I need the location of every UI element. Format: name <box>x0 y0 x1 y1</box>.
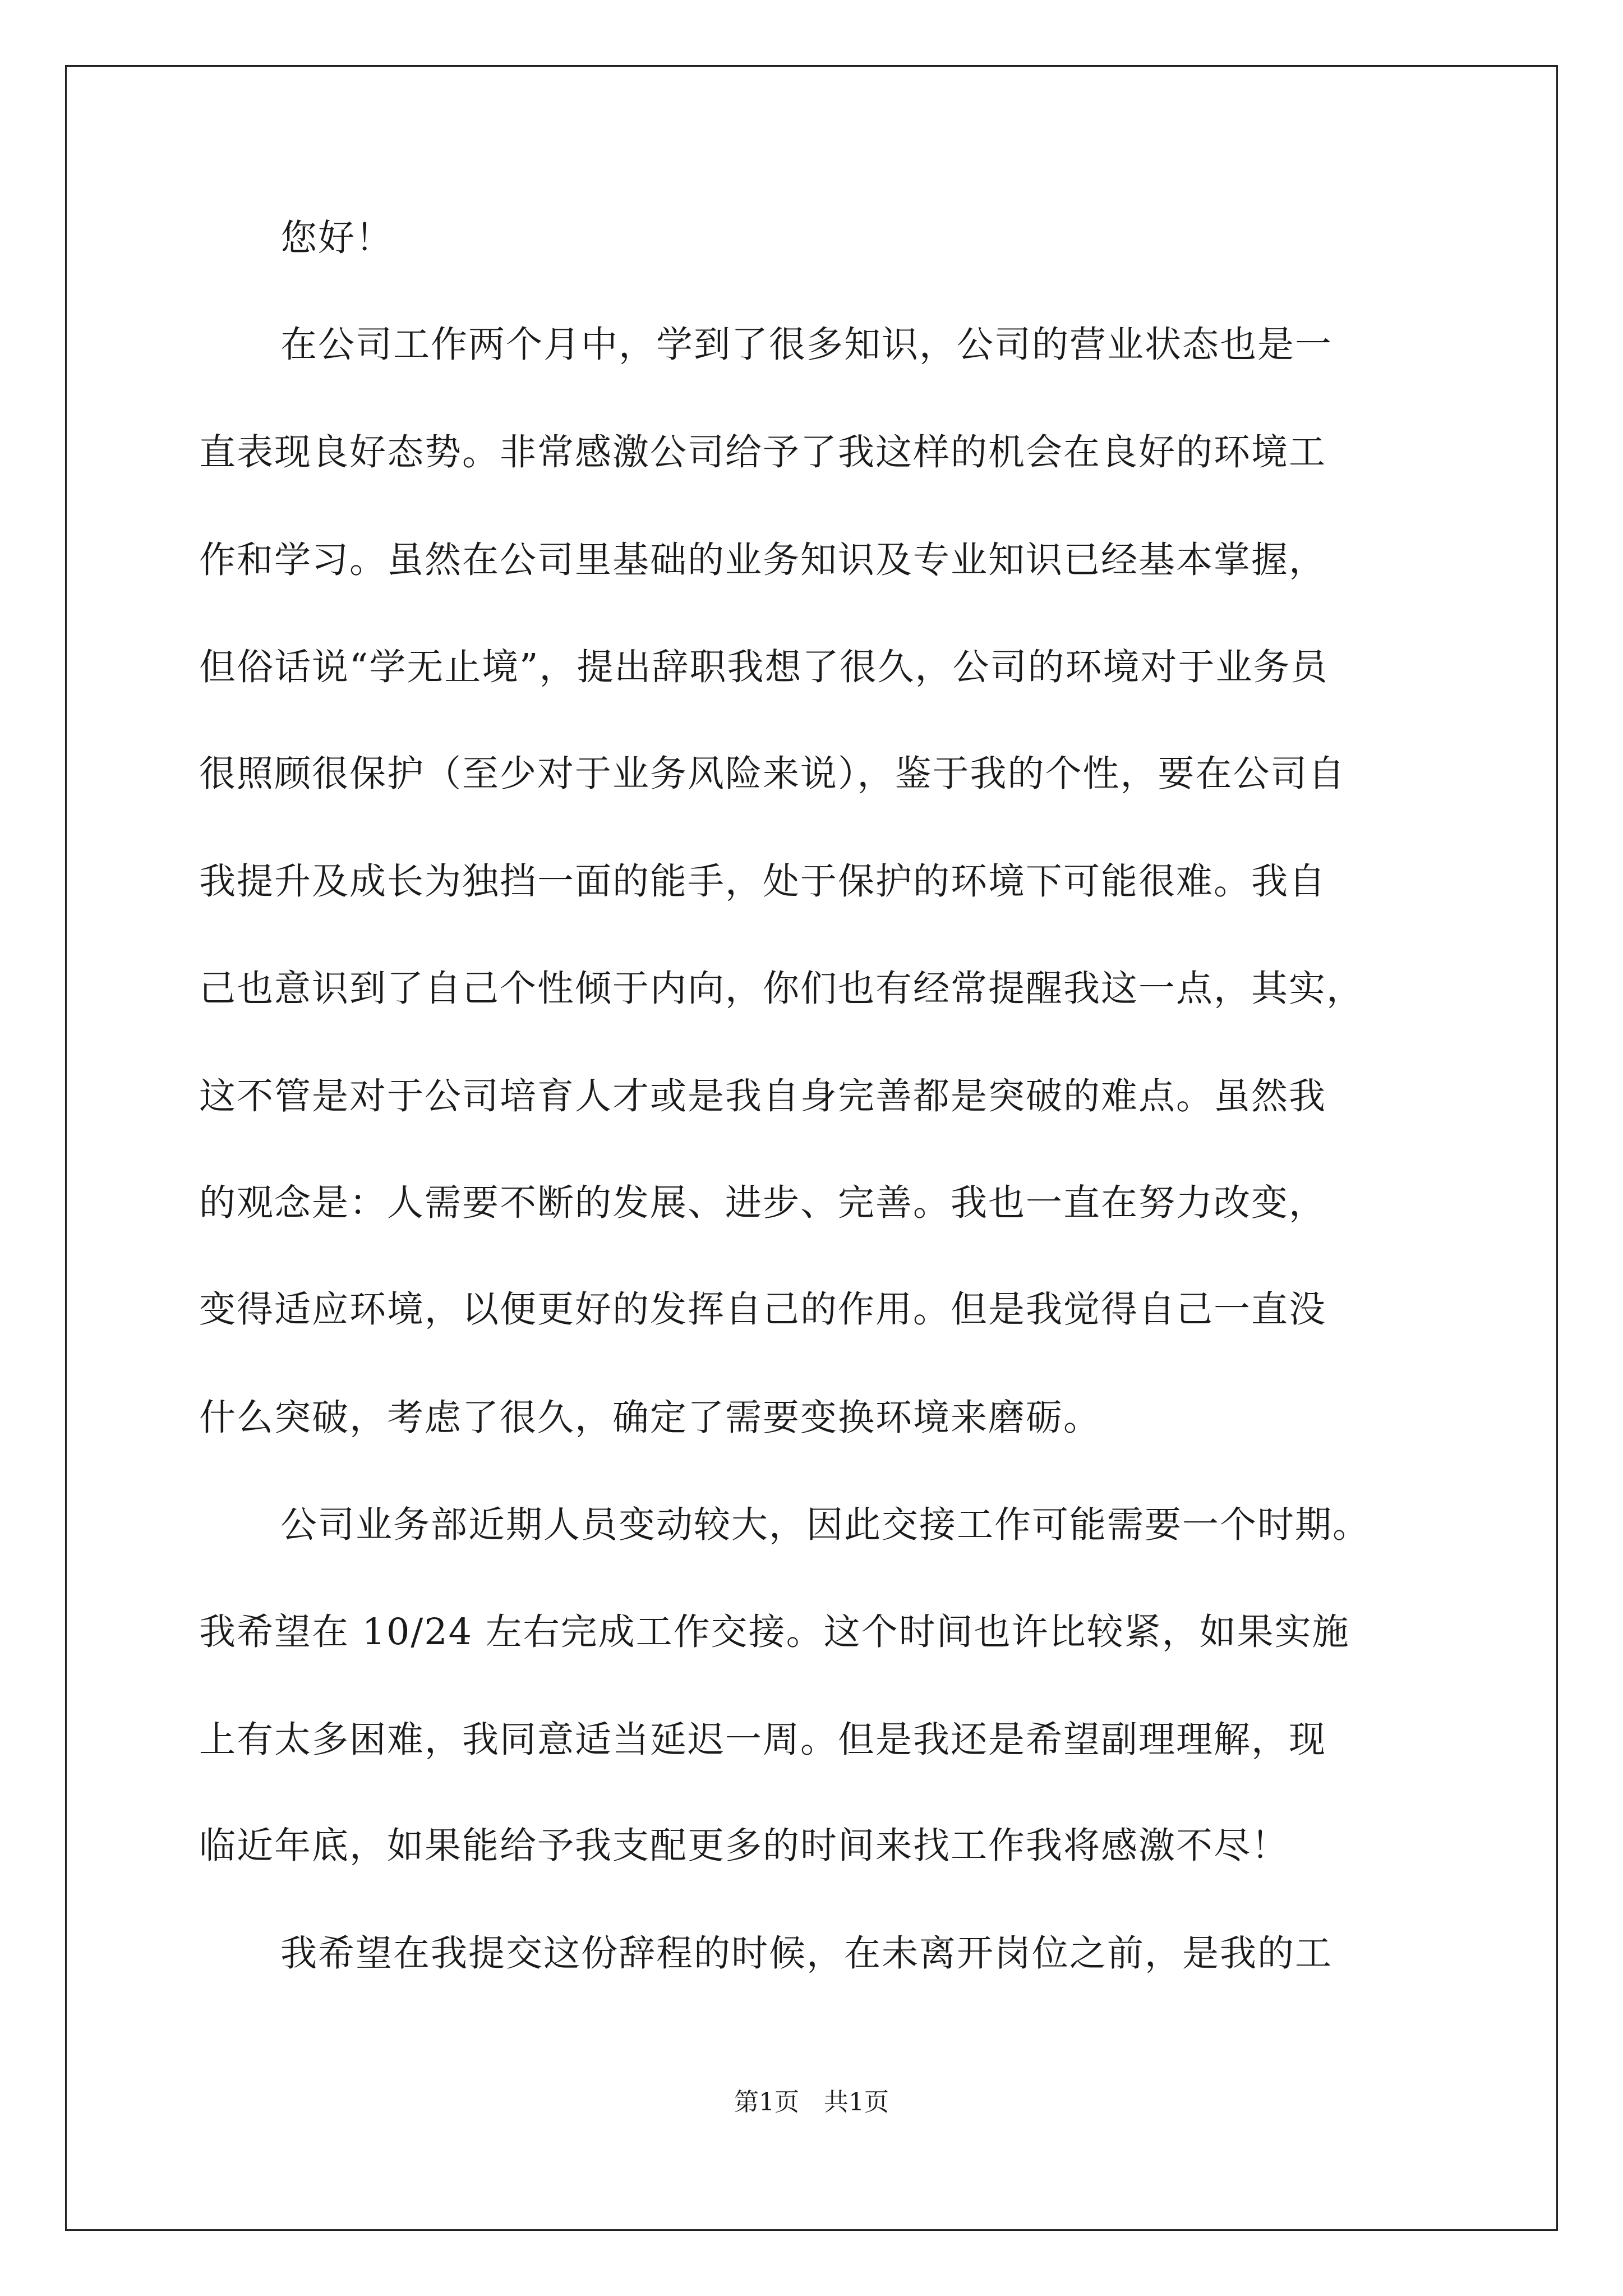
paragraph-line: 但俗话说“学无止境”，提出辞职我想了很久，公司的环境对于业务员 <box>199 646 1329 688</box>
paragraph-line: 我提升及成长为独挡一面的能手，处于保护的环境下可能很难。我自 <box>199 861 1327 903</box>
paragraph-line: 上有太多困难，我同意适当延迟一周。但是我还是希望副理理解，现 <box>199 1719 1327 1761</box>
paragraph-line: 在公司工作两个月中，学到了很多知识，公司的营业状态也是一 <box>280 324 1333 366</box>
page-total: 共1页 <box>824 2088 889 2116</box>
page-number: 第1页 <box>734 2088 799 2116</box>
page-border <box>65 65 1558 2231</box>
paragraph-line: 我希望在我提交这份辞程的时候，在未离开岗位之前，是我的工 <box>280 1932 1333 1975</box>
paragraph-line: 己也意识到了自己个性倾于内向，你们也有经常提醒我这一点，其实， <box>199 968 1364 1010</box>
paragraph-line: 我希望在 10/24 左右完成工作交接。这个时间也许比较紧，如果实施 <box>199 1611 1350 1653</box>
paragraph-line: 直表现良好态势。非常感激公司给予了我这样的机会在良好的环境工 <box>199 431 1327 473</box>
paragraph-line: 公司业务部近期人员变动较大，因此交接工作可能需要一个时期。 <box>280 1504 1371 1546</box>
paragraph-line: 作和学习。虽然在公司里基础的业务知识及专业知识已经基本掌握， <box>199 539 1327 581</box>
paragraph-line: 的观念是：人需要不断的发展、进步、完善。我也一直在努力改变， <box>199 1182 1327 1224</box>
paragraph-line: 这不管是对于公司培育人才或是我自身完善都是突破的难点。虽然我 <box>199 1075 1327 1117</box>
paragraph-line: 变得适应环境，以便更好的发挥自己的作用。但是我觉得自己一直没 <box>199 1289 1327 1331</box>
paragraph-line: 临近年底，如果能给予我支配更多的时间来找工作我将感激不尽！ <box>199 1825 1289 1867</box>
paragraph-line: 什么突破，考虑了很久，确定了需要变换环境来磨砺。 <box>199 1397 1101 1439</box>
greeting-line: 您好！ <box>280 217 394 259</box>
page-footer <box>0 2086 1623 2119</box>
paragraph-line: 很照顾很保护（至少对于业务风险来说），鉴于我的个性，要在公司自 <box>199 753 1346 795</box>
